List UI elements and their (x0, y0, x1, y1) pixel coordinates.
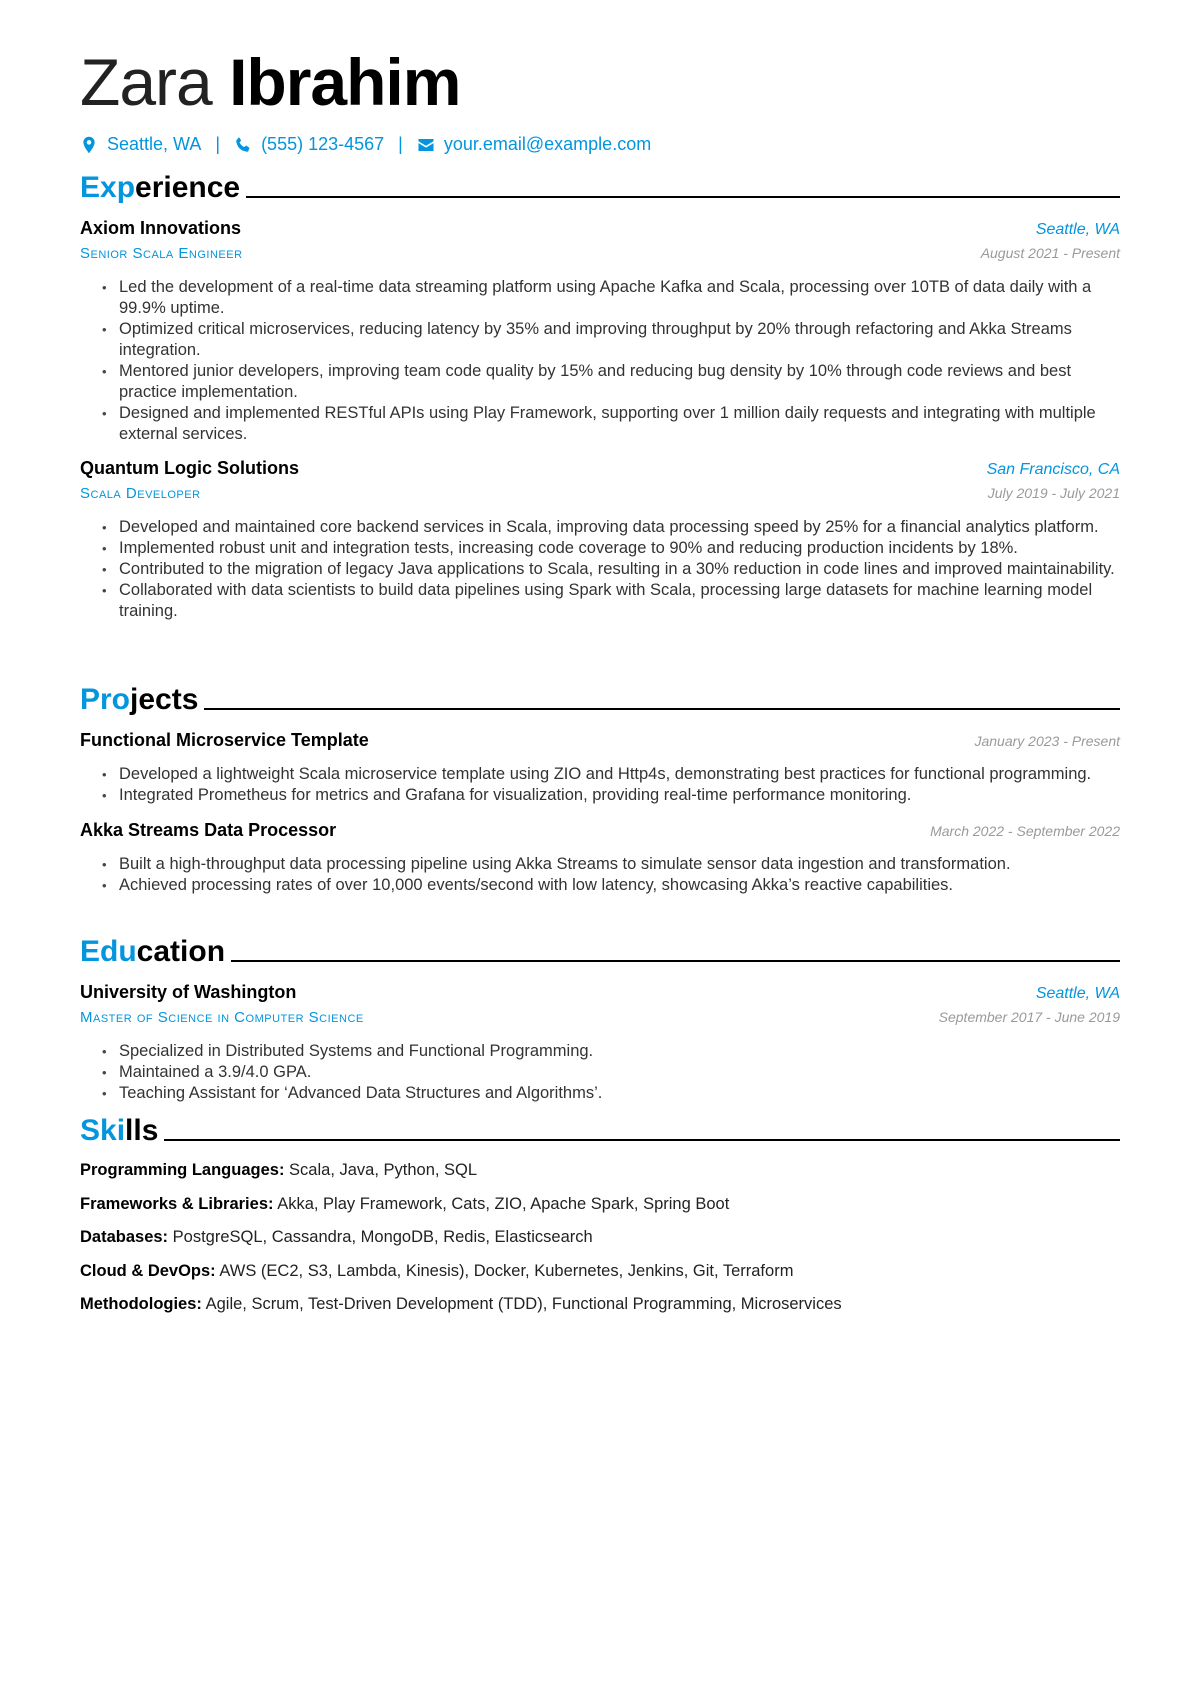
bullet: • Mentored junior developers, improving team code quality by 15% and reducing bug density by 10% through code reviews and best practice implementation. (102, 361, 1120, 403)
company: Axiom Innovations (80, 218, 242, 238)
degree: Master of Science in Computer Science (80, 1009, 364, 1026)
bullet-list (102, 854, 1120, 896)
date-range: January 2023 - Present (974, 733, 1120, 749)
entry-location: Seattle, WA (1035, 985, 1120, 1002)
bullet-list (102, 1041, 1120, 1104)
experience-section (80, 170, 1120, 622)
section-title: Skills (80, 1114, 159, 1147)
section-rule (231, 960, 1120, 962)
bullet: • Developed and maintained core backend services in Scala, improving data processing speed by 25% for a financial analytics platform. (102, 517, 1120, 538)
bullet: • Built a high-throughput data processing pipeline using Akka Streams to simulate sensor data ingestion and transformation. (102, 854, 1120, 875)
project-name: Functional Microservice Template (80, 730, 369, 750)
skill-row: Methodologies: Agile, Scrum, Test-Driven Development (TDD), Functional Programming, Microservices (80, 1295, 842, 1313)
bullet: • Achieved processing rates of over 10,000 events/second with low latency, showcasing Akka’s reactive capabilities. (102, 875, 1120, 896)
section-title: Experience (80, 171, 241, 204)
bullet: • Collaborated with data scientists to build data pipelines using Spark with Scala, processing large datasets for machine learning model training. (102, 580, 1120, 622)
date-range: August 2021 - Present (980, 245, 1120, 261)
bullet: • Teaching Assistant for ‘Advanced Data Structures and Algorithms’. (102, 1083, 1120, 1104)
job-title: Senior Scala Engineer (80, 245, 243, 262)
section-rule (246, 196, 1120, 198)
section-title: Education (80, 935, 226, 968)
bullet: • Developed a lightweight Scala microservice template using ZIO and Http4s, demonstrating best practices for functional programming. (102, 764, 1120, 785)
skill-row: Cloud & DevOps: AWS (EC2, S3, Lambda, Kinesis), Docker, Kubernetes, Jenkins, Git, Terraform (80, 1261, 794, 1280)
education-entry (80, 980, 1120, 1104)
map-pin-icon (80, 136, 98, 154)
date-range: September 2017 - June 2019 (938, 1009, 1120, 1025)
entry-location: Seattle, WA (1035, 221, 1120, 238)
education-section (80, 934, 1120, 1104)
projects-section (80, 682, 1120, 896)
skill-row: Programming Languages: Scala, Java, Python, SQL (80, 1161, 478, 1179)
skills-section (80, 1113, 1120, 1322)
school: University of Washington (80, 982, 297, 1002)
phone[interactable]: (555) 123-4567 (261, 134, 385, 154)
section-title: Projects (80, 683, 199, 716)
skill-row: Frameworks & Libraries: Akka, Play Framework, Cats, ZIO, Apache Spark, Spring Boot (80, 1194, 730, 1213)
candidate-name: Zara Ibrahim (80, 45, 461, 119)
company: Quantum Logic Solutions (80, 458, 299, 478)
bullet: • Maintained a 3.9/4.0 GPA. (102, 1062, 1120, 1083)
separator: | (215, 134, 221, 154)
date-range: July 2019 - July 2021 (987, 485, 1120, 501)
bullet: • Led the development of a real-time data streaming platform using Apache Kafka and Scala, processing over 10TB of data daily with a 99.9% uptime. (102, 277, 1120, 319)
email-link[interactable]: your.email@example.com (443, 134, 652, 154)
date-range: March 2022 - September 2022 (930, 823, 1120, 839)
experience-entry (80, 456, 1120, 622)
bullet: • Optimized critical microservices, reducing latency by 35% and improving throughput by 20% through refactoring and Akka Streams integration. (102, 319, 1120, 361)
skill-row: Databases: PostgreSQL, Cassandra, MongoDB, Redis, Elasticsearch (80, 1228, 593, 1246)
bullet: • Designed and implemented RESTful APIs using Play Framework, supporting over 1 million daily requests and integrating with multiple external services. (102, 403, 1120, 445)
entry-location: San Francisco, CA (986, 461, 1120, 478)
experience-entry (80, 216, 1120, 445)
location: Seattle, WA (107, 134, 202, 154)
bullet-list (102, 517, 1120, 622)
bullet: • Contributed to the migration of legacy Java applications to Scala, resulting in a 30% reduction in code lines and improved maintainability. (102, 559, 1120, 580)
bullet: • Specialized in Distributed Systems and Functional Programming. (102, 1041, 1120, 1062)
project-entry (80, 728, 1120, 806)
contact-info (80, 134, 651, 155)
envelope-icon (417, 136, 435, 154)
phone-icon (234, 136, 252, 154)
bullet: • Integrated Prometheus for metrics and Grafana for visualization, providing real-time performance monitoring. (102, 785, 1120, 806)
job-title: Scala Developer (80, 485, 201, 502)
bullet-list (102, 277, 1120, 445)
project-name: Akka Streams Data Processor (80, 820, 337, 840)
project-entry (80, 818, 1120, 896)
separator: | (398, 134, 403, 154)
bullet: • Implemented robust unit and integration tests, increasing code coverage to 90% and reducing production incidents by 18%. (102, 538, 1120, 559)
bullet-list (102, 764, 1120, 806)
section-rule (164, 1139, 1120, 1141)
section-rule (204, 708, 1120, 710)
